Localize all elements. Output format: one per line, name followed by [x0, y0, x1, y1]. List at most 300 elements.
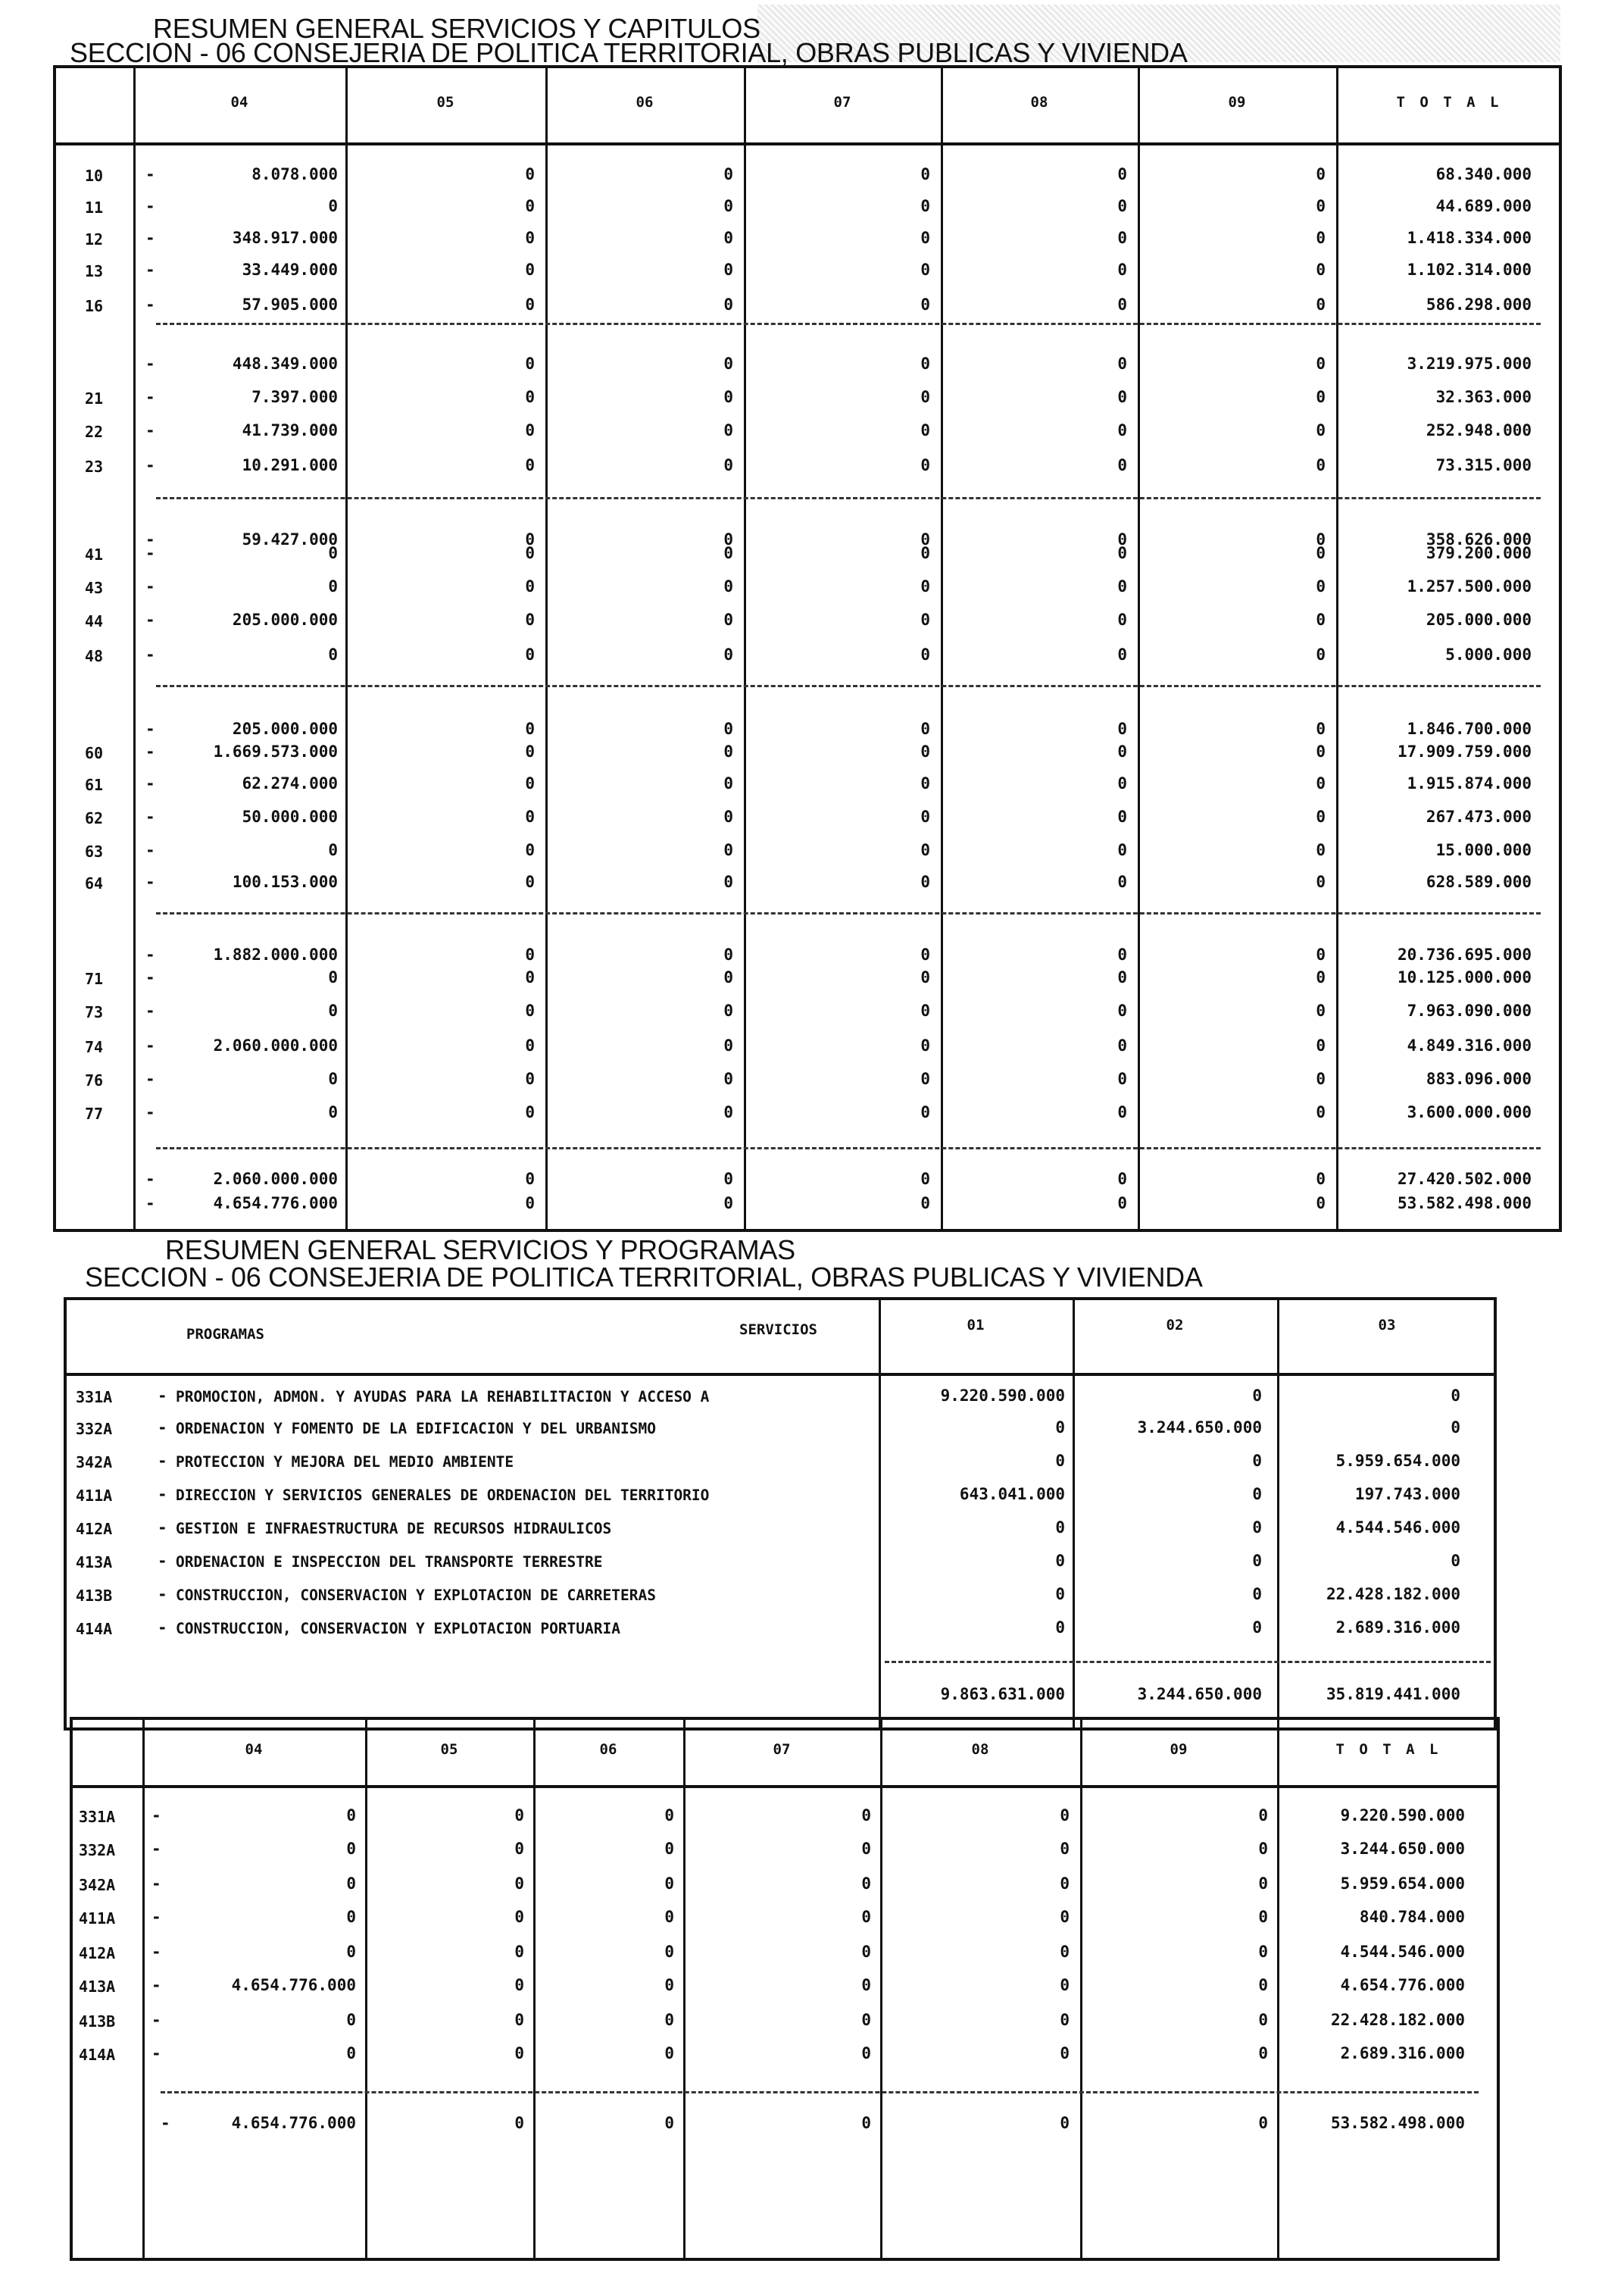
section1-cell-4: 0: [1117, 456, 1127, 474]
section1-cell-5: 0: [1316, 544, 1326, 562]
section2-bottom-col-rule-2: [533, 1717, 536, 2261]
program-cell-1: 0: [1252, 1585, 1262, 1603]
section1-cell-3: 0: [920, 720, 930, 738]
program-cell-0: 0: [1055, 1452, 1065, 1470]
section1-cell-2: 0: [723, 456, 733, 474]
program-cell-2: 0: [1451, 1552, 1460, 1570]
section2-bottom-code: 411A: [79, 1909, 116, 1928]
section1-cell-2: 0: [723, 873, 733, 891]
servicios-header: SERVICIOS: [739, 1321, 817, 1338]
section1-cell-3: 0: [920, 873, 930, 891]
section1-cell-2: 0: [723, 646, 733, 664]
section1-cell-6: 1.846.700.000: [1407, 720, 1532, 738]
section1-header-2: 06: [636, 94, 654, 111]
section1-cell-1: 0: [525, 968, 535, 986]
section1-col-rule-4: [941, 65, 943, 1232]
section2-bottom-cell-2: 0: [664, 1908, 674, 1926]
section2-bottom-cell-5: 0: [1258, 1943, 1268, 1961]
section1-cell-5: 0: [1316, 1070, 1326, 1088]
section1-cell-0: 448.349.000: [232, 355, 338, 373]
section1-cell-2: 0: [723, 808, 733, 826]
program-cell-2: 0: [1451, 1387, 1460, 1405]
section1-header-1: 05: [436, 94, 454, 111]
section1-cell-3: 0: [920, 261, 930, 279]
section2-bottom-cell-0: 0: [346, 1874, 356, 1893]
program-cell-0: 643.041.000: [959, 1485, 1065, 1503]
section1-cell-4: 0: [1117, 611, 1127, 629]
section1-row-code: 61: [85, 776, 104, 794]
section1-cell-0: 0: [328, 197, 338, 215]
section1-header-5: 09: [1228, 94, 1246, 111]
program-cell-2: 0: [1451, 1418, 1460, 1437]
section1-col-rule-3: [744, 65, 746, 1232]
section1-row-code: 48: [85, 647, 104, 665]
section1-cell-4: 0: [1117, 229, 1127, 247]
row-dash: -: [158, 1452, 167, 1470]
section2-bottom-cell-3: 0: [861, 2011, 871, 2029]
section1-cell-5: 0: [1316, 873, 1326, 891]
section2-bottom-cell-2: 0: [664, 1806, 674, 1824]
section2-programs-frame: [64, 1297, 1497, 1731]
section1-cell-6: 73.315.000: [1435, 456, 1532, 474]
section1-cell-3: 0: [920, 946, 930, 964]
section1-cell-0: 0: [328, 968, 338, 986]
section2-bottom-total-0: 4.654.776.000: [231, 2114, 356, 2132]
section1-row-code: 62: [85, 809, 104, 827]
section1-cell-5: 0: [1316, 1103, 1326, 1121]
section2-bottom-cell-0: 0: [346, 1840, 356, 1858]
program-cell-0: 0: [1055, 1418, 1065, 1437]
section1-cell-4: 0: [1117, 544, 1127, 562]
section1-cell-6: 252.948.000: [1426, 421, 1532, 439]
row-dash: -: [145, 1170, 155, 1188]
section2-bottom-code: 342A: [79, 1876, 116, 1894]
section2-bottom-header-2: 06: [599, 1741, 617, 1758]
program-name: CONSTRUCCION, CONSERVACION Y EXPLOTACION PORTUARIA: [176, 1620, 620, 1637]
section1-cell-6: 7.963.090.000: [1407, 1002, 1532, 1020]
section2-bottom-cell-5: 0: [1258, 1840, 1268, 1858]
section1-cell-2: 0: [723, 720, 733, 738]
section1-cell-2: 0: [723, 774, 733, 793]
section1-cell-6: 20.736.695.000: [1397, 946, 1532, 964]
section1-cell-5: 0: [1316, 743, 1326, 761]
section1-cell-1: 0: [525, 261, 535, 279]
section2-bottom-cell-1: 0: [514, 1806, 524, 1824]
section2-bottom-cell-4: 0: [1060, 1943, 1070, 1961]
section1-row-code: 44: [85, 612, 104, 630]
section1-subtotal-rule-0: [156, 323, 1541, 325]
section1-cell-6: 27.420.502.000: [1397, 1170, 1532, 1188]
section1-cell-2: 0: [723, 229, 733, 247]
section1-cell-2: 0: [723, 1103, 733, 1121]
program-code: 342A: [76, 1453, 113, 1471]
program-name: GESTION E INFRAESTRUCTURA DE RECURSOS HIDRAULICOS: [176, 1520, 612, 1537]
section1-cell-1: 0: [525, 646, 535, 664]
row-dash: -: [158, 1418, 167, 1437]
section1-row-code: 43: [85, 579, 104, 597]
section1-cell-4: 0: [1117, 841, 1127, 859]
program-cell-2: 197.743.000: [1354, 1485, 1460, 1503]
section1-cell-4: 0: [1117, 355, 1127, 373]
section1-row-code: 73: [85, 1003, 104, 1021]
section2-bottom-cell-5: 0: [1258, 2044, 1268, 2062]
section1-cell-0: 0: [328, 1103, 338, 1121]
section1-cell-4: 0: [1117, 646, 1127, 664]
section1-cell-2: 0: [723, 530, 733, 549]
program-cell-0: 0: [1055, 1585, 1065, 1603]
section1-title-line1: RESUMEN GENERAL SERVICIOS Y CAPITULOS: [153, 13, 760, 44]
section1-cell-4: 0: [1117, 1036, 1127, 1055]
section1-cell-3: 0: [920, 295, 930, 314]
section1-cell-6: 53.582.498.000: [1397, 1194, 1532, 1212]
section1-cell-3: 0: [920, 456, 930, 474]
row-dash: -: [145, 355, 155, 373]
section2-bottom-cell-5: 0: [1258, 1874, 1268, 1893]
program-code: 413A: [76, 1553, 113, 1571]
row-dash: -: [145, 530, 155, 549]
section1-cell-6: 68.340.000: [1435, 165, 1532, 183]
section1-row-code: 41: [85, 546, 104, 564]
section1-cell-6: 205.000.000: [1426, 611, 1532, 629]
section1-cell-0: 100.153.000: [232, 873, 338, 891]
section1-row-code: 10: [85, 167, 104, 185]
section1-header-0: 04: [230, 94, 248, 111]
section1-cell-4: 0: [1117, 295, 1127, 314]
section1-cell-1: 0: [525, 165, 535, 183]
row-dash: -: [151, 1806, 161, 1824]
section2-bottom-cell-6: 2.689.316.000: [1340, 2044, 1465, 2062]
section1-cell-2: 0: [723, 743, 733, 761]
section1-cell-5: 0: [1316, 720, 1326, 738]
section1-cell-0: 2.060.000.000: [213, 1170, 338, 1188]
section1-cell-2: 0: [723, 611, 733, 629]
section1-header-3: 07: [833, 94, 851, 111]
section1-cell-0: 41.739.000: [242, 421, 338, 439]
section1-cell-2: 0: [723, 295, 733, 314]
section1-cell-2: 0: [723, 968, 733, 986]
section1-cell-1: 0: [525, 946, 535, 964]
section2-bottom-cell-3: 0: [861, 1806, 871, 1824]
section1-cell-3: 0: [920, 743, 930, 761]
section2-top-header-1: 02: [1166, 1317, 1184, 1333]
program-code: 411A: [76, 1487, 113, 1505]
section2-bottom-cell-4: 0: [1060, 1874, 1070, 1893]
section2-bottom-cell-1: 0: [514, 1976, 524, 1994]
section1-cell-2: 0: [723, 1194, 733, 1212]
section1-cell-0: 205.000.000: [232, 611, 338, 629]
section1-cell-2: 0: [723, 421, 733, 439]
program-cell-0: 0: [1055, 1552, 1065, 1570]
section1-cell-4: 0: [1117, 421, 1127, 439]
section1-cell-3: 0: [920, 808, 930, 826]
row-dash: -: [145, 456, 155, 474]
section1-cell-3: 0: [920, 774, 930, 793]
program-code: 331A: [76, 1388, 113, 1406]
section2-bottom-cell-4: 0: [1060, 1908, 1070, 1926]
section1-col-rule-2: [545, 65, 548, 1232]
section1-cell-4: 0: [1117, 720, 1127, 738]
section2-bottom-code: 413B: [79, 2012, 116, 2031]
section1-cell-5: 0: [1316, 611, 1326, 629]
section2-bottom-total-1: 0: [514, 2114, 524, 2132]
row-dash: -: [145, 229, 155, 247]
section1-cell-5: 0: [1316, 774, 1326, 793]
section1-cell-1: 0: [525, 421, 535, 439]
section1-cell-1: 0: [525, 456, 535, 474]
section2-bottom-cell-0: 4.654.776.000: [231, 1976, 356, 1994]
section1-subtotal-rule-2: [156, 685, 1541, 687]
section1-cell-0: 7.397.000: [251, 388, 338, 406]
program-cell-1: 0: [1252, 1387, 1262, 1405]
section1-cell-1: 0: [525, 355, 535, 373]
program-cell-1: 0: [1252, 1485, 1262, 1503]
section1-cell-0: 50.000.000: [242, 808, 338, 826]
program-name: PROTECCION Y MEJORA DEL MEDIO AMBIENTE: [176, 1453, 514, 1471]
section1-cell-5: 0: [1316, 261, 1326, 279]
section2-top-total-2: 35.819.441.000: [1326, 1685, 1460, 1703]
section2-bottom-cell-4: 0: [1060, 2011, 1070, 2029]
section1-row-code: 11: [85, 199, 104, 217]
section2-rule-servicios: [879, 1297, 881, 1731]
section1-row-code: 60: [85, 744, 104, 762]
program-name: CONSTRUCCION, CONSERVACION Y EXPLOTACION DE CARRETERAS: [176, 1587, 656, 1604]
section1-cell-5: 0: [1316, 197, 1326, 215]
section2-rule-03: [1277, 1297, 1279, 1731]
row-dash: -: [145, 1002, 155, 1020]
section2-bottom-cell-1: 0: [514, 1943, 524, 1961]
section2-bottom-header-0: 04: [245, 1741, 263, 1758]
section1-cell-0: 0: [328, 544, 338, 562]
section2-bottom-col-rule-3: [683, 1717, 686, 2261]
section1-cell-1: 0: [525, 743, 535, 761]
program-cell-2: 22.428.182.000: [1326, 1585, 1460, 1603]
section2-bottom-total-rule: [161, 2091, 1479, 2093]
section1-cell-5: 0: [1316, 808, 1326, 826]
section1-col-rule-0: [133, 65, 136, 1232]
section1-cell-1: 0: [525, 720, 535, 738]
section2-bottom-cell-5: 0: [1258, 2011, 1268, 2029]
section1-cell-5: 0: [1316, 295, 1326, 314]
section1-cell-0: 348.917.000: [232, 229, 338, 247]
row-dash: -: [145, 544, 155, 562]
section1-cell-2: 0: [723, 165, 733, 183]
section1-cell-4: 0: [1117, 261, 1127, 279]
section1-cell-3: 0: [920, 197, 930, 215]
program-cell-0: 0: [1055, 1518, 1065, 1537]
row-dash: -: [158, 1387, 167, 1405]
program-cell-1: 3.244.650.000: [1137, 1418, 1262, 1437]
section1-cell-2: 0: [723, 1002, 733, 1020]
section1-cell-3: 0: [920, 544, 930, 562]
section2-top-header-2: 03: [1378, 1317, 1396, 1333]
section1-row-code: 74: [85, 1038, 104, 1056]
section2-bottom-cell-2: 0: [664, 1840, 674, 1858]
section1-cell-1: 0: [525, 295, 535, 314]
row-dash: -: [145, 646, 155, 664]
section2-bottom-cell-2: 0: [664, 1976, 674, 1994]
row-dash: -: [151, 1943, 161, 1961]
section1-cell-0: 0: [328, 577, 338, 596]
section1-cell-3: 0: [920, 165, 930, 183]
row-dash: -: [151, 1874, 161, 1893]
section2-bottom-cell-2: 0: [664, 1874, 674, 1893]
row-dash: -: [145, 1194, 155, 1212]
section2-bottom-cell-6: 840.784.000: [1359, 1908, 1465, 1926]
section2-bottom-cell-2: 0: [664, 2011, 674, 2029]
program-cell-2: 5.959.654.000: [1335, 1452, 1460, 1470]
section2-bottom-cell-6: 9.220.590.000: [1340, 1806, 1465, 1824]
section1-cell-2: 0: [723, 355, 733, 373]
section1-cell-5: 0: [1316, 841, 1326, 859]
section1-cell-3: 0: [920, 421, 930, 439]
section1-cell-0: 57.905.000: [242, 295, 338, 314]
section2-bottom-cell-4: 0: [1060, 1806, 1070, 1824]
section2-programs-header-rule: [64, 1373, 1497, 1376]
row-dash: -: [158, 1618, 167, 1637]
section1-cell-6: 3.219.975.000: [1407, 355, 1532, 373]
section1-row-code: 63: [85, 843, 104, 861]
row-dash: -: [145, 611, 155, 629]
section1-cell-6: 1.102.314.000: [1407, 261, 1532, 279]
section1-cell-4: 0: [1117, 197, 1127, 215]
program-cell-2: 4.544.546.000: [1335, 1518, 1460, 1537]
section1-cell-6: 358.626.000: [1426, 530, 1532, 549]
section2-bottom-cell-4: 0: [1060, 2044, 1070, 2062]
section2-bottom-cell-2: 0: [664, 2044, 674, 2062]
section2-top-total-1: 3.244.650.000: [1137, 1685, 1262, 1703]
section1-cell-0: 0: [328, 1002, 338, 1020]
section1-cell-5: 0: [1316, 1002, 1326, 1020]
section2-bottom-cell-5: 0: [1258, 1976, 1268, 1994]
section1-cell-3: 0: [920, 646, 930, 664]
row-dash: -: [158, 1518, 167, 1537]
section1-cell-6: 10.125.000.000: [1397, 968, 1532, 986]
section1-cell-5: 0: [1316, 946, 1326, 964]
section1-col-rule-5: [1138, 65, 1140, 1232]
section1-subtotal-rule-4: [156, 1147, 1541, 1149]
section1-cell-5: 0: [1316, 1170, 1326, 1188]
section1-cell-2: 0: [723, 1036, 733, 1055]
section1-cell-1: 0: [525, 530, 535, 549]
section2-bottom-cell-3: 0: [861, 1840, 871, 1858]
section1-cell-3: 0: [920, 355, 930, 373]
section1-cell-1: 0: [525, 1002, 535, 1020]
section2-bottom-cell-0: 0: [346, 1908, 356, 1926]
section1-cell-3: 0: [920, 388, 930, 406]
section2-bottom-total-3: 0: [861, 2114, 871, 2132]
section2-bottom-cell-6: 4.544.546.000: [1340, 1943, 1465, 1961]
section1-cell-6: 628.589.000: [1426, 873, 1532, 891]
row-dash: -: [145, 197, 155, 215]
section1-subtotal-rule-1: [156, 497, 1541, 499]
section1-cell-4: 0: [1117, 1194, 1127, 1212]
section2-bottom-cell-6: 3.244.650.000: [1340, 1840, 1465, 1858]
section1-cell-0: 10.291.000: [242, 456, 338, 474]
row-dash: -: [145, 421, 155, 439]
section1-cell-1: 0: [525, 544, 535, 562]
section2-bottom-col-rule-0: [142, 1717, 145, 2261]
section1-cell-2: 0: [723, 1170, 733, 1188]
program-code: 413B: [76, 1587, 113, 1605]
section2-title-line2: SECCION - 06 CONSEJERIA DE POLITICA TERRITORIAL, OBRAS PUBLICAS Y VIVIENDA: [85, 1262, 1203, 1293]
section2-bottom-cell-2: 0: [664, 1943, 674, 1961]
section1-cell-5: 0: [1316, 577, 1326, 596]
section1-cell-3: 0: [920, 841, 930, 859]
section1-cell-5: 0: [1316, 1194, 1326, 1212]
row-dash: -: [145, 841, 155, 859]
section1-cell-4: 0: [1117, 774, 1127, 793]
section1-cell-2: 0: [723, 577, 733, 596]
section2-top-total-0: 9.863.631.000: [940, 1685, 1065, 1703]
section2-bottom-cell-0: 0: [346, 1943, 356, 1961]
section2-bottom-cell-5: 0: [1258, 1908, 1268, 1926]
section1-cell-1: 0: [525, 577, 535, 596]
section1-cell-4: 0: [1117, 165, 1127, 183]
section2-bottom-code: 413A: [79, 1978, 116, 1996]
section1-cell-1: 0: [525, 774, 535, 793]
section1-row-code: 21: [85, 389, 104, 408]
section1-cell-6: 44.689.000: [1435, 197, 1532, 215]
section1-cell-6: 883.096.000: [1426, 1070, 1532, 1088]
section2-bottom-cell-5: 0: [1258, 1806, 1268, 1824]
section1-cell-1: 0: [525, 1036, 535, 1055]
section2-bottom-total-2: 0: [664, 2114, 674, 2132]
program-cell-0: 0: [1055, 1618, 1065, 1637]
section2-bottom-col-rule-6: [1277, 1717, 1279, 2261]
section2-bottom-cell-0: 0: [346, 1806, 356, 1824]
section1-cell-5: 0: [1316, 1036, 1326, 1055]
section2-bottom-cell-6: 5.959.654.000: [1340, 1874, 1465, 1893]
section1-cell-2: 0: [723, 544, 733, 562]
section1-row-code: 76: [85, 1071, 104, 1090]
section2-title-line1: RESUMEN GENERAL SERVICIOS Y PROGRAMAS: [165, 1234, 795, 1265]
section1-cell-3: 0: [920, 1194, 930, 1212]
section1-cell-3: 0: [920, 1070, 930, 1088]
section1-cell-6: 32.363.000: [1435, 388, 1532, 406]
row-dash: -: [145, 1103, 155, 1121]
section1-cell-6: 17.909.759.000: [1397, 743, 1532, 761]
section1-col-rule-1: [345, 65, 348, 1232]
section1-row-code: 22: [85, 423, 104, 441]
section1-cell-4: 0: [1117, 388, 1127, 406]
program-name: ORDENACION E INSPECCION DEL TRANSPORTE TERRESTRE: [176, 1553, 603, 1571]
section1-cell-0: 33.449.000: [242, 261, 338, 279]
row-dash: -: [161, 2114, 170, 2132]
section1-cell-6: 267.473.000: [1426, 808, 1532, 826]
program-cell-0: 9.220.590.000: [940, 1387, 1065, 1405]
section2-bottom-cell-1: 0: [514, 1874, 524, 1893]
section1-cell-0: 0: [328, 646, 338, 664]
section1-row-code: 71: [85, 970, 104, 988]
row-dash: -: [145, 165, 155, 183]
program-cell-1: 0: [1252, 1518, 1262, 1537]
section1-cell-5: 0: [1316, 530, 1326, 549]
section2-bottom-total-6: 53.582.498.000: [1330, 2114, 1465, 2132]
row-dash: -: [145, 743, 155, 761]
section1-cell-1: 0: [525, 197, 535, 215]
section1-cell-6: 5.000.000: [1445, 646, 1532, 664]
section1-header-6: T O T A L: [1396, 94, 1502, 111]
section1-cell-0: 2.060.000.000: [213, 1036, 338, 1055]
section2-bottom-col-rule-4: [880, 1717, 882, 2261]
section1-cell-0: 62.274.000: [242, 774, 338, 793]
section1-cell-2: 0: [723, 388, 733, 406]
section1-cell-2: 0: [723, 197, 733, 215]
section2-bottom-header-4: 08: [971, 1741, 989, 1758]
section2-bottom-header-3: 07: [773, 1741, 791, 1758]
row-dash: -: [145, 1070, 155, 1088]
section1-cell-3: 0: [920, 1036, 930, 1055]
